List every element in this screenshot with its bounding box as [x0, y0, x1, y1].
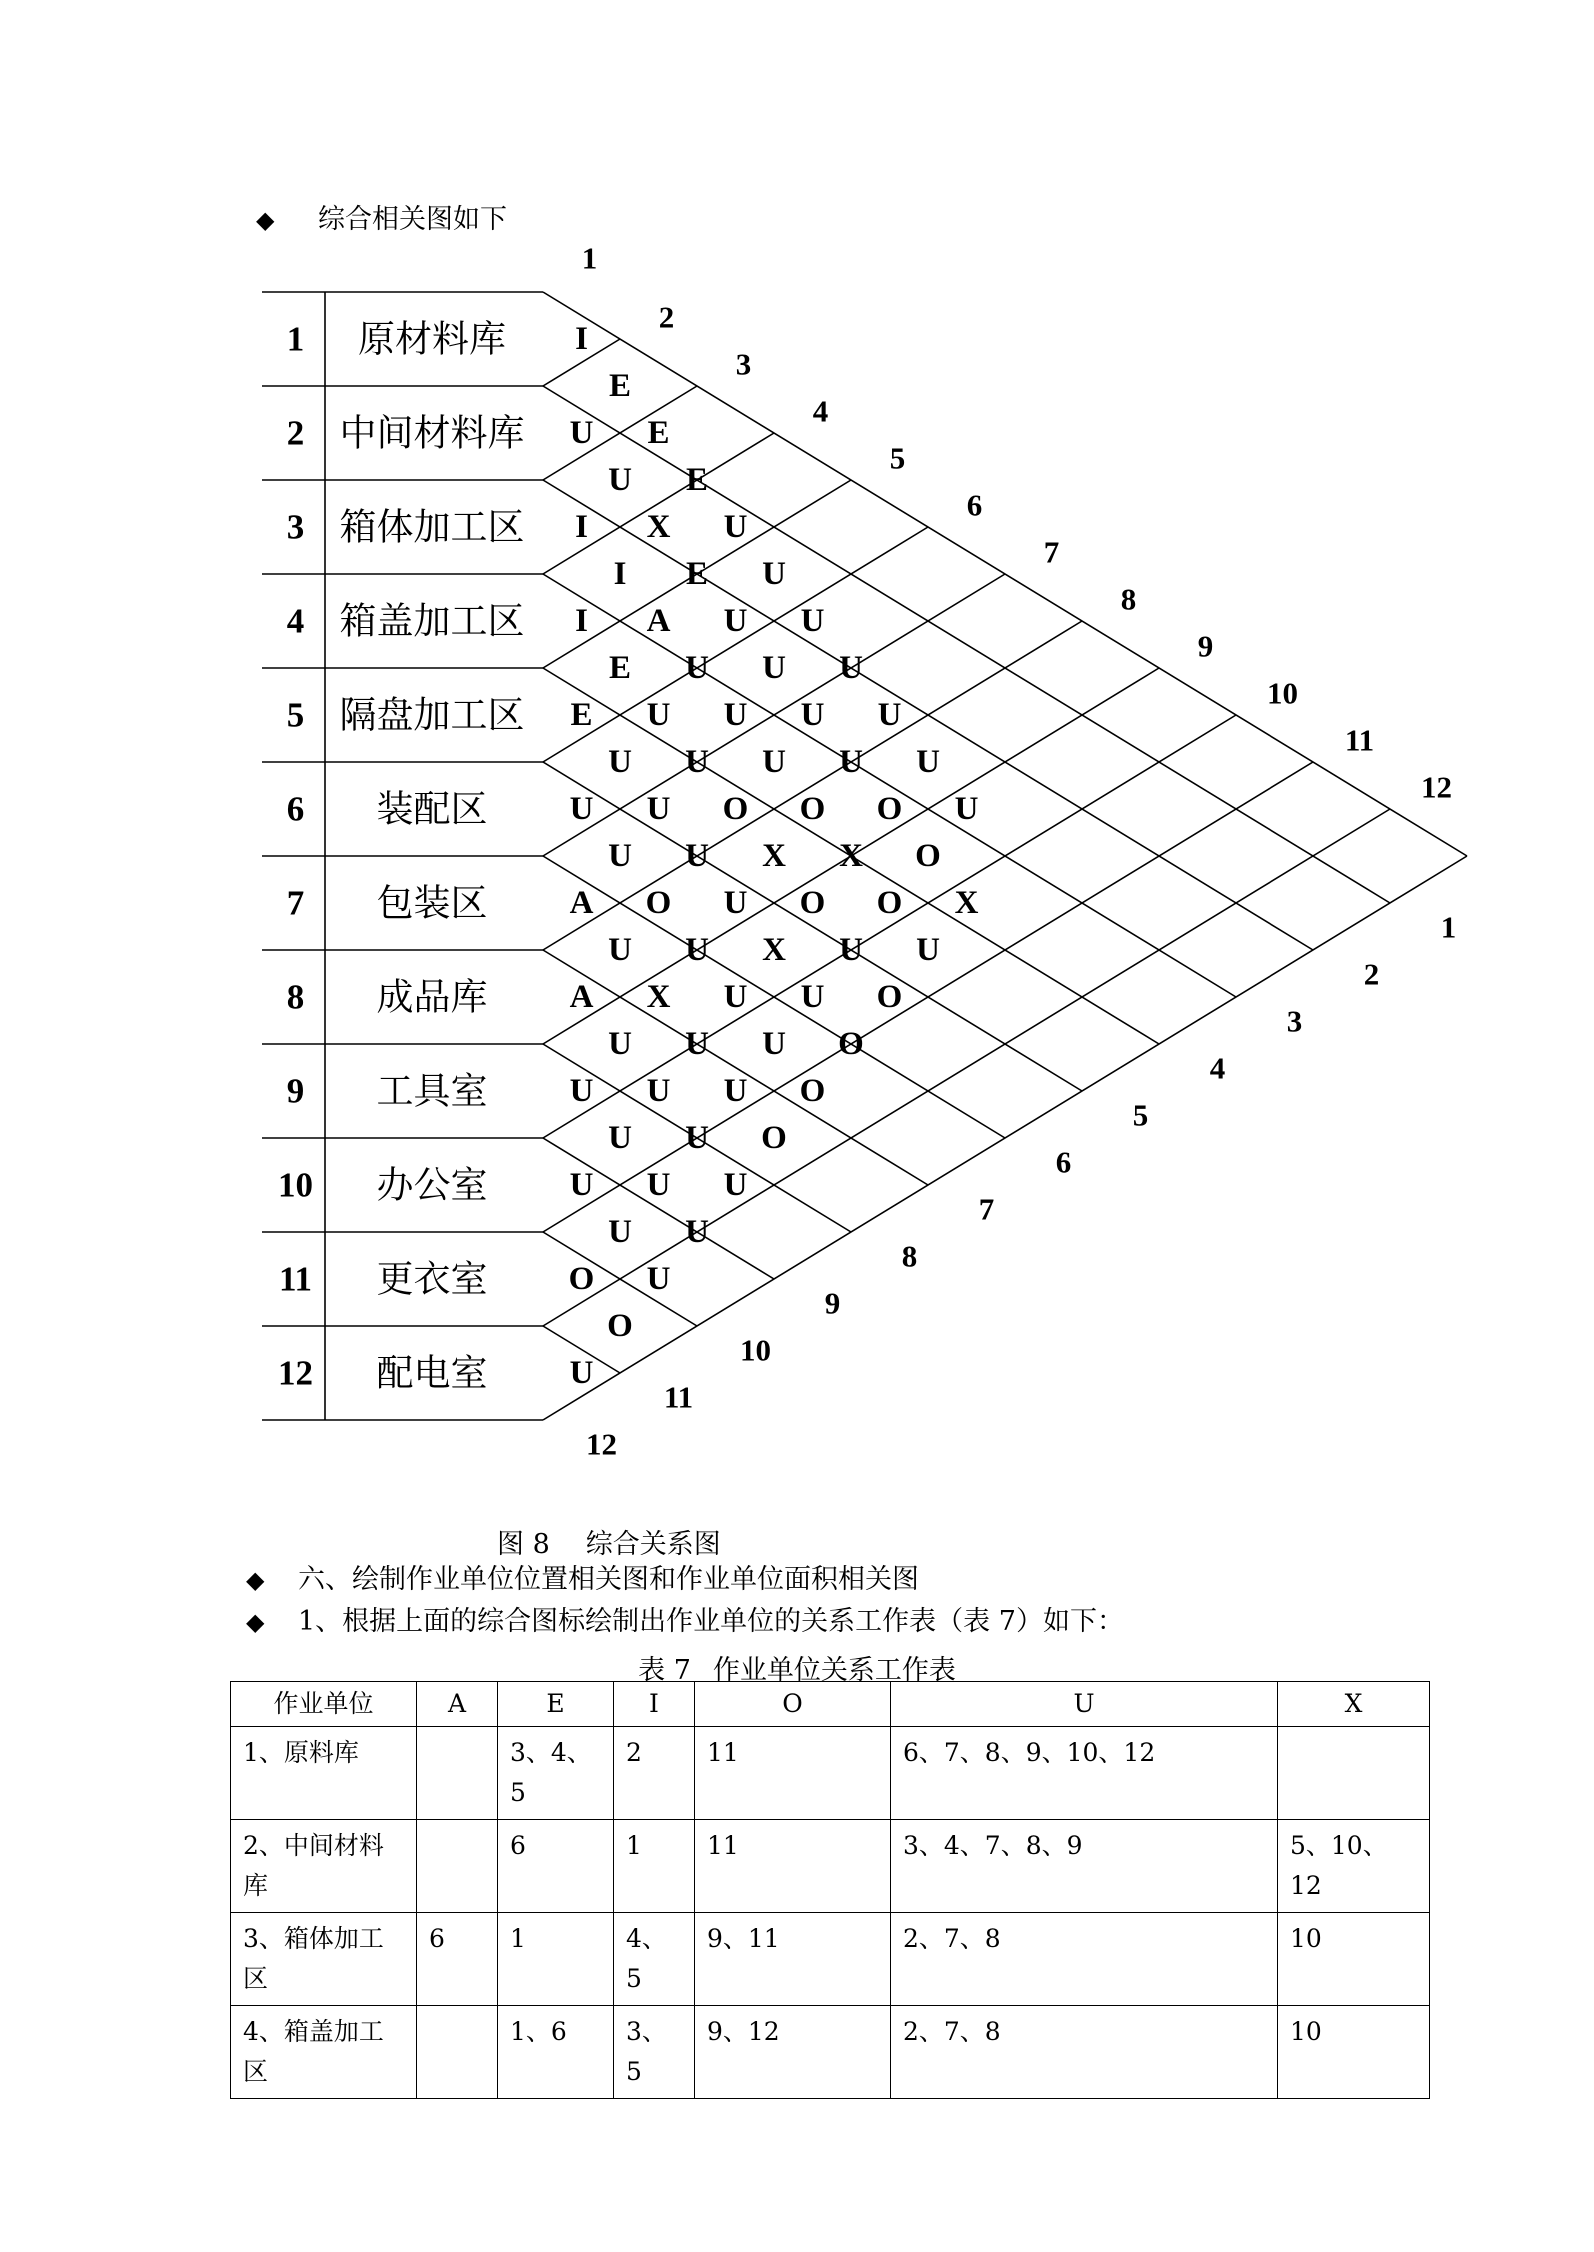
relationship-code: U: [608, 1026, 632, 1062]
relationship-code: O: [799, 791, 826, 827]
diagonal-line: [543, 1138, 774, 1279]
relationship-code: U: [608, 1120, 632, 1156]
department-name: 装配区: [376, 787, 488, 831]
relationship-code: U: [685, 838, 709, 874]
relationship-code: U: [800, 697, 825, 733]
axis-number-bottom: 3: [1286, 1003, 1303, 1039]
department-number: 6: [286, 789, 305, 829]
relationship-code: U: [916, 744, 940, 780]
department-number: 5: [286, 695, 305, 735]
department-name: 箱体加工区: [339, 505, 525, 549]
cell-i: 4、5: [614, 1913, 695, 2006]
cell-o: 9、12: [695, 2006, 891, 2099]
axis-number-bottom: 7: [978, 1191, 995, 1227]
axis-number-bottom: 5: [1132, 1097, 1149, 1133]
header-x: X: [1278, 1682, 1430, 1727]
relationship-code: O: [645, 885, 672, 921]
cell-e: 1、6: [498, 2006, 614, 2099]
relationship-code: U: [723, 1167, 748, 1203]
department-name: 箱盖加工区: [339, 599, 525, 643]
relationship-code: U: [569, 1167, 594, 1203]
cell-u: 6、7、8、9、10、12: [891, 1727, 1278, 1820]
table-intro-line: [246, 1608, 1124, 1635]
cell-x: [1278, 1727, 1430, 1820]
department-number: 3: [286, 507, 305, 547]
relationship-code: U: [723, 509, 748, 545]
relationship-code: U: [608, 838, 632, 874]
department-name: 成品库: [376, 975, 488, 1019]
cell-x: 10: [1278, 1913, 1430, 2006]
axis-number-bottom: 4: [1209, 1050, 1226, 1086]
relationship-code: U: [685, 932, 709, 968]
cell-a: 6: [417, 1913, 498, 2006]
relationship-code: U: [685, 1120, 709, 1156]
department-number: 2: [286, 413, 305, 453]
header-unit: 作业单位: [231, 1682, 417, 1727]
cell-e: 3、4、5: [498, 1727, 614, 1820]
cell-x: 5、10、12: [1278, 1820, 1430, 1913]
cell-o: 11: [695, 1820, 891, 1913]
relationship-code: O: [838, 1026, 864, 1062]
relationship-code: A: [569, 979, 594, 1015]
diamond-bullet-icon: ◆: [256, 206, 275, 234]
relationship-code: E: [685, 462, 709, 498]
axis-number-top: 10: [1267, 675, 1298, 711]
relationship-code: U: [646, 791, 671, 827]
relationship-code: U: [569, 1355, 594, 1391]
axis-number-top: 7: [1043, 534, 1060, 570]
relationship-code: E: [570, 697, 593, 733]
relationship-code: U: [839, 650, 863, 686]
axis-number-bottom: 1: [1440, 909, 1457, 945]
cell-unit: 3、箱体加工区: [231, 1913, 417, 2006]
relationship-code: O: [915, 838, 941, 874]
relationship-code: U: [646, 1261, 671, 1297]
relationship-code: A: [646, 603, 671, 639]
relationship-code: U: [916, 932, 940, 968]
relationship-code: A: [569, 885, 594, 921]
cell-a: [417, 1820, 498, 1913]
table-row: [231, 1727, 1430, 1820]
axis-number-top: 11: [1344, 722, 1375, 758]
header-i: I: [614, 1682, 695, 1727]
cell-unit: 4、箱盖加工区: [231, 2006, 417, 2099]
section-six-text: 六、绘制作业单位位置相关图和作业单位面积相关图: [298, 1564, 919, 1595]
header-a: A: [417, 1682, 498, 1727]
department-name: 办公室: [376, 1163, 488, 1207]
relationship-code: U: [762, 650, 786, 686]
cell-e: 6: [498, 1820, 614, 1913]
relationship-code: E: [685, 556, 709, 592]
relationship-code: U: [569, 791, 594, 827]
diamond-bullet-icon: ◆: [246, 1566, 265, 1594]
cell-o: 11: [695, 1727, 891, 1820]
relationship-code: U: [762, 744, 786, 780]
relationship-code: U: [762, 556, 786, 592]
table-row: [231, 1820, 1430, 1913]
cell-u: 2、7、8: [891, 2006, 1278, 2099]
heading-text: 综合相关图如下: [318, 204, 507, 235]
relationship-code: U: [723, 885, 748, 921]
department-number: 10: [278, 1165, 313, 1205]
cell-unit: 2、中间材料库: [231, 1820, 417, 1913]
department-name: 更衣室: [376, 1257, 488, 1301]
axis-number-top: 9: [1197, 628, 1214, 664]
relationship-code: X: [646, 509, 671, 545]
axis-number-bottom: 12: [586, 1426, 617, 1462]
relationship-code: X: [839, 838, 863, 874]
cell-e: 1: [498, 1913, 614, 2006]
department-number: 9: [286, 1071, 305, 1111]
relationship-code: U: [569, 1073, 594, 1109]
relationship-code: U: [608, 1214, 632, 1250]
department-name: 隔盘加工区: [339, 693, 525, 737]
relationship-code: U: [685, 1214, 709, 1250]
cell-i: 3、5: [614, 2006, 695, 2099]
axis-number-bottom: 2: [1363, 956, 1380, 992]
axis-number-top: 5: [889, 440, 906, 476]
relationship-code: X: [762, 838, 786, 874]
department-number: 12: [278, 1353, 313, 1393]
relationship-code: X: [762, 932, 786, 968]
relationship-code: U: [646, 1167, 671, 1203]
relationship-code: U: [954, 791, 979, 827]
department-name: 原材料库: [358, 317, 506, 361]
relationship-code: O: [876, 791, 903, 827]
cell-x: 10: [1278, 2006, 1430, 2099]
relationship-code: O: [799, 885, 826, 921]
table-intro-text: 1、根据上面的综合图标绘制出作业单位的关系工作表（表 7）如下：: [298, 1606, 1124, 1637]
relationship-code: X: [646, 979, 671, 1015]
department-name: 中间材料库: [339, 411, 525, 455]
axis-number-top: 3: [735, 346, 752, 382]
relationship-code: U: [608, 744, 632, 780]
diagonal-line: [543, 433, 774, 574]
cell-u: 2、7、8: [891, 1913, 1278, 2006]
axis-number-top: 4: [812, 393, 829, 429]
axis-number-top: 1: [581, 240, 598, 276]
axis-number-top: 6: [966, 487, 983, 523]
cell-unit: 1、原料库: [231, 1727, 417, 1820]
relationship-code: U: [569, 415, 594, 451]
department-number: 1: [286, 319, 305, 359]
relationship-code: X: [954, 885, 979, 921]
header-e: E: [498, 1682, 614, 1727]
relationship-code: U: [608, 462, 632, 498]
relationship-code: U: [839, 744, 863, 780]
relationship-work-table: [230, 1681, 1430, 2099]
relationship-code: I: [575, 509, 588, 545]
relationship-code: O: [607, 1308, 633, 1344]
figure-caption: [497, 1522, 721, 1561]
department-name: 工具室: [376, 1069, 488, 1113]
relationship-code: U: [723, 1073, 748, 1109]
department-number: 8: [286, 977, 305, 1017]
relationship-code: U: [608, 932, 632, 968]
relationship-code: I: [575, 603, 588, 639]
relationship-code: U: [646, 697, 671, 733]
axis-number-top: 8: [1120, 581, 1137, 617]
relationship-code: I: [575, 321, 588, 357]
axis-number-bottom: 6: [1055, 1144, 1072, 1180]
department-number: 7: [286, 883, 305, 923]
relationship-code: O: [876, 979, 903, 1015]
relationship-code: U: [839, 932, 863, 968]
cell-i: 2: [614, 1727, 695, 1820]
relationship-code: O: [876, 885, 903, 921]
relationship-code: O: [722, 791, 749, 827]
relationship-code: E: [608, 650, 632, 686]
figure-label: 图 8: [497, 1529, 550, 1560]
table-header-row: [231, 1682, 1430, 1727]
relationship-code: O: [568, 1261, 595, 1297]
relationship-code: U: [800, 979, 825, 1015]
table-title: 作业单位关系工作表: [712, 1655, 956, 1686]
axis-number-top: 2: [658, 299, 675, 335]
department-name: 包装区: [376, 881, 488, 925]
relationship-code: E: [608, 368, 632, 404]
relationship-code: E: [647, 415, 670, 451]
relationship-code: U: [762, 1026, 786, 1062]
department-number: 11: [278, 1259, 313, 1299]
axis-number-top: 12: [1421, 769, 1452, 805]
cell-a: [417, 1727, 498, 1820]
relationship-code: U: [646, 1073, 671, 1109]
relationship-code: U: [723, 697, 748, 733]
header-o: O: [695, 1682, 891, 1727]
axis-number-bottom: 9: [824, 1285, 841, 1321]
relationship-code: U: [723, 979, 748, 1015]
table-row: [231, 2006, 1430, 2099]
axis-number-bottom: 8: [901, 1238, 918, 1274]
department-number: 4: [286, 601, 305, 641]
header-u: U: [891, 1682, 1278, 1727]
cell-u: 3、4、7、8、9: [891, 1820, 1278, 1913]
relationship-code: U: [685, 1026, 709, 1062]
relationship-code: U: [685, 650, 709, 686]
relationship-code: U: [800, 603, 825, 639]
relationship-code: U: [877, 697, 902, 733]
relationship-code: I: [613, 556, 627, 592]
relationship-code: U: [685, 744, 709, 780]
cell-o: 9、11: [695, 1913, 891, 2006]
cell-i: 1: [614, 1820, 695, 1913]
department-name: 配电室: [376, 1351, 488, 1395]
relationship-code: O: [761, 1120, 787, 1156]
cell-a: [417, 2006, 498, 2099]
relationship-code: O: [799, 1073, 826, 1109]
axis-number-bottom: 11: [663, 1379, 694, 1415]
diamond-bullet-icon: ◆: [246, 1608, 265, 1636]
axis-number-bottom: 10: [740, 1332, 771, 1368]
table-label: 表 7: [638, 1655, 691, 1686]
table-row: [231, 1913, 1430, 2006]
figure-title: 综合关系图: [585, 1529, 721, 1560]
relationship-code: U: [723, 603, 748, 639]
section-six-line: [246, 1566, 919, 1593]
